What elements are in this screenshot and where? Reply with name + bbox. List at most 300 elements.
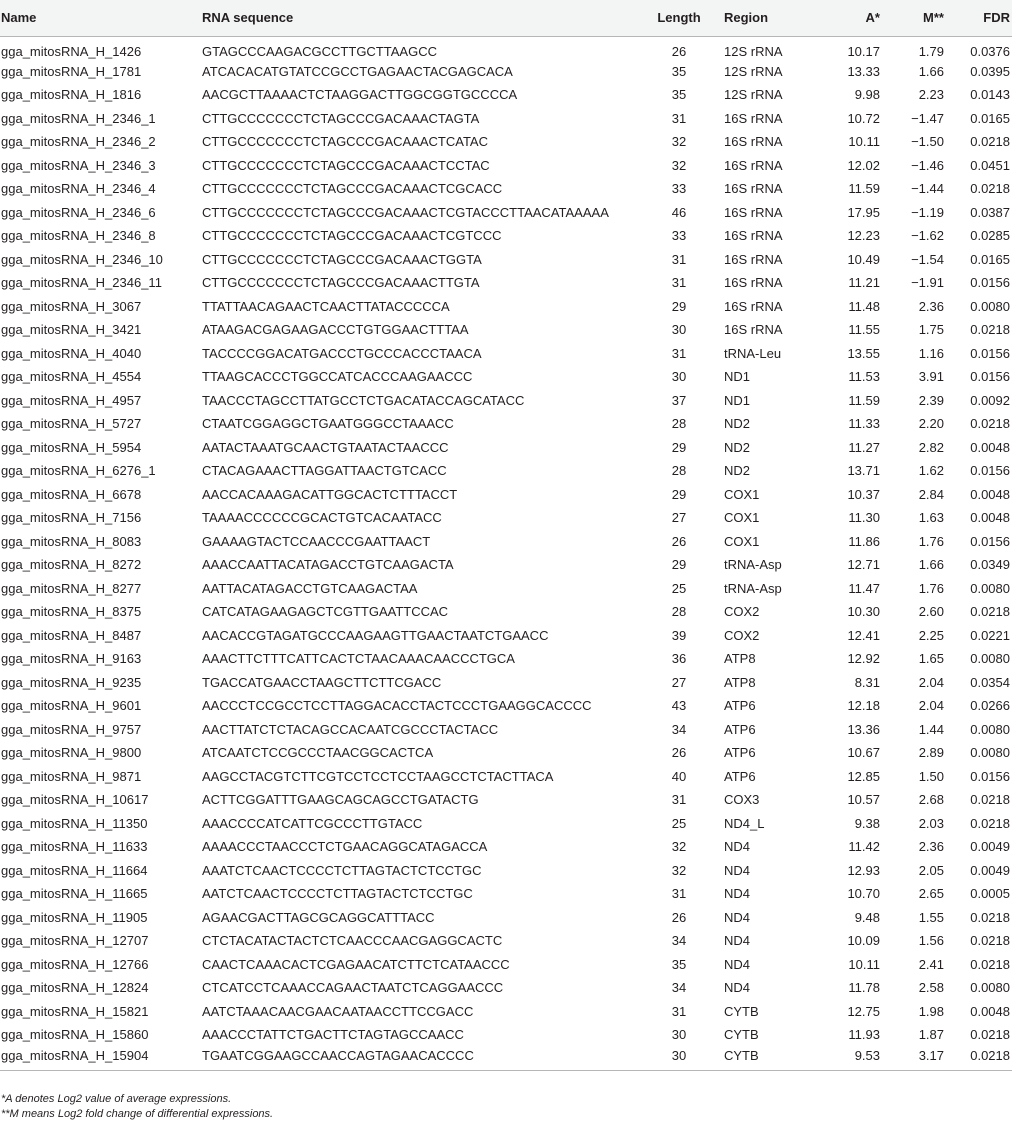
cell-a: 11.78 — [848, 980, 880, 996]
cell-a: 9.53 — [816, 1047, 892, 1071]
table-row — [0, 835, 1012, 859]
cell-rna-sequence: AGAACGACTTAGCGCAGGCATTTACC — [202, 909, 435, 925]
cell-rna-sequence: CTTGCCCCCCCTCTAGCCCGACAAACTCGCACC — [202, 181, 503, 197]
cell-length: 35 — [671, 63, 687, 79]
cell-rna-sequence: AAACTTCTTTCATTCACTCTAACAAACAACCCTGCA — [202, 651, 515, 667]
cell-name: gga_mitosRNA_H_11905 — [1, 909, 148, 925]
cell-a: 12.75 — [847, 1003, 880, 1019]
header-name: Name — [0, 0, 202, 36]
cell-name: gga_mitosRNA_H_9163 — [1, 651, 142, 667]
cell-fdr: 0.0218 — [970, 134, 1010, 150]
cell-region: ATP8 — [724, 651, 756, 667]
cell-length: 31 — [671, 275, 687, 291]
cell-fdr: 0.0218 — [970, 909, 1010, 925]
cell-fdr: 0.0165 — [970, 110, 1010, 126]
cell-m: 1.63 — [918, 510, 944, 526]
cell-rna-sequence: CTACAGAAACTTAGGATTAACTGTCACC — [202, 463, 447, 479]
cell-region: 16S rRNA — [724, 228, 783, 244]
table-row — [0, 1047, 1012, 1071]
table-row — [0, 530, 1012, 554]
table-row — [0, 765, 1012, 789]
cell-region: ND2 — [724, 439, 751, 455]
cell-fdr: 0.0165 — [970, 251, 1010, 267]
cell-rna-sequence: CTTGCCCCCCCTCTAGCCCGACAAACTAGTA — [202, 110, 480, 126]
table-row — [0, 83, 1012, 107]
cell-a: 9.48 — [854, 909, 880, 925]
cell-m: 2.05 — [918, 862, 944, 878]
cell-length: 28 — [671, 416, 687, 432]
cell-m: 1.76 — [918, 533, 944, 549]
cell-a: 10.37 — [847, 486, 880, 502]
cell-length: 29 — [671, 486, 687, 502]
cell-m: 1.44 — [918, 721, 944, 737]
table-row — [0, 929, 1012, 953]
cell-m: 2.36 — [918, 298, 944, 314]
cell-rna-sequence: AACACCGTAGATGCCCAAGAAGTTGAACTAATCTGAACC — [202, 627, 549, 643]
cell-a: 10.11 — [848, 956, 880, 972]
cell-name: gga_mitosRNA_H_2346_6 — [1, 204, 156, 220]
cell-name: gga_mitosRNA_H_8272 — [1, 557, 142, 573]
cell-m: 1.62 — [918, 463, 944, 479]
cell-a: 9.38 — [854, 815, 880, 831]
cell-fdr: 0.0218 — [970, 956, 1010, 972]
cell-rna-sequence: CTTGCCCCCCCTCTAGCCCGACAAACTCATAC — [202, 134, 488, 150]
cell-length: 30 — [634, 1047, 724, 1071]
cell-fdr: 0.0156 — [970, 369, 1010, 385]
cell-fdr: 0.0005 — [970, 886, 1010, 902]
cell-length: 27 — [671, 510, 687, 526]
cell-fdr: 0.0285 — [970, 228, 1010, 244]
cell-rna-sequence: TTATTAACAGAACTCAACTTATACCCCCA — [202, 298, 450, 314]
table-row — [0, 694, 1012, 718]
cell-a: 10.30 — [847, 604, 880, 620]
cell-name: gga_mitosRNA_H_1781 — [1, 63, 142, 79]
header-region: Region — [724, 0, 816, 36]
footnote-a: *A denotes Log2 value of average expressions. — [1, 1093, 232, 1105]
cell-fdr: 0.0218 — [970, 181, 1010, 197]
cell-a: 12.18 — [847, 698, 880, 714]
cell-m: 1.66 — [918, 63, 944, 79]
cell-a: 10.72 — [847, 110, 880, 126]
cell-m: −1.50 — [911, 134, 944, 150]
cell-length: 32 — [671, 862, 687, 878]
cell-fdr: 0.0143 — [970, 87, 1010, 103]
cell-a: 11.42 — [848, 839, 880, 855]
cell-fdr: 0.0349 — [970, 557, 1010, 573]
cell-length: 32 — [671, 134, 687, 150]
cell-region: 12S rRNA — [724, 63, 783, 79]
cell-rna-sequence: ATAAGACGAGAAGACCCTGTGGAACTTTAA — [202, 322, 469, 338]
cell-region: COX1 — [724, 510, 760, 526]
cell-name: gga_mitosRNA_H_2346_10 — [1, 251, 163, 267]
cell-fdr: 0.0092 — [970, 392, 1010, 408]
cell-name: gga_mitosRNA_H_8277 — [1, 580, 142, 596]
cell-a: 10.11 — [848, 134, 880, 150]
cell-a: 11.86 — [848, 533, 880, 549]
cell-rna-sequence: TGACCATGAACCTAAGCTTCTTCGACC — [202, 674, 442, 690]
cell-length: 29 — [671, 439, 687, 455]
cell-name: gga_mitosRNA_H_4554 — [1, 369, 142, 385]
cell-fdr: 0.0080 — [970, 651, 1010, 667]
cell-a: 12.85 — [847, 768, 880, 784]
cell-fdr: 0.0080 — [970, 580, 1010, 596]
table-row — [0, 459, 1012, 483]
cell-name: gga_mitosRNA_H_9601 — [1, 698, 142, 714]
cell-rna-sequence: CATCATAGAAGAGCTCGTTGAATTCCAC — [202, 604, 449, 620]
table-row — [0, 177, 1012, 201]
cell-fdr: 0.0354 — [970, 674, 1010, 690]
cell-fdr: 0.0376 — [970, 43, 1010, 59]
cell-length: 29 — [671, 298, 687, 314]
cell-fdr: 0.0218 — [970, 815, 1010, 831]
cell-rna-sequence: CTTGCCCCCCCTCTAGCCCGACAAACTCGTACCCTTAACATAAAAA — [202, 204, 609, 220]
cell-length: 34 — [671, 980, 687, 996]
cell-name: gga_mitosRNA_H_15821 — [1, 1003, 149, 1019]
cell-m: 1.65 — [918, 651, 944, 667]
cell-m: 2.03 — [918, 815, 944, 831]
table-row — [0, 412, 1012, 436]
cell-name: gga_mitosRNA_H_5954 — [1, 439, 142, 455]
cell-rna-sequence: AAACCCTATTCTGACTTCTAGTAGCCAACC — [202, 1027, 464, 1043]
cell-name: gga_mitosRNA_H_15904 — [0, 1047, 202, 1071]
cell-region: 16S rRNA — [724, 110, 783, 126]
cell-name: gga_mitosRNA_H_10617 — [1, 792, 149, 808]
cell-length: 26 — [671, 43, 687, 59]
cell-m: 1.75 — [918, 322, 944, 338]
cell-fdr: 0.0048 — [970, 510, 1010, 526]
cell-m: 2.60 — [918, 604, 944, 620]
cell-a: 10.67 — [847, 745, 880, 761]
table-row — [0, 859, 1012, 883]
table-row — [0, 624, 1012, 648]
cell-name: gga_mitosRNA_H_8083 — [1, 533, 142, 549]
cell-name: gga_mitosRNA_H_8375 — [1, 604, 142, 620]
cell-rna-sequence: AACCACAAAGACATTGGCACTCTTTACCT — [202, 486, 458, 502]
cell-region: 16S rRNA — [724, 251, 783, 267]
cell-region: 16S rRNA — [724, 275, 783, 291]
cell-fdr: 0.0395 — [970, 63, 1010, 79]
cell-a: 10.70 — [847, 886, 880, 902]
cell-length: 30 — [671, 1027, 687, 1043]
cell-fdr: 0.0049 — [970, 862, 1010, 878]
cell-region: CYTB — [724, 1027, 759, 1043]
table-row — [0, 436, 1012, 460]
cell-name: gga_mitosRNA_H_1426 — [1, 43, 142, 59]
table-row — [0, 671, 1012, 695]
cell-region: COX2 — [724, 627, 760, 643]
cell-region: ND2 — [724, 416, 751, 432]
cell-rna-sequence: AAAACCCTAACCCTCTGAACAGGCATAGACCA — [202, 839, 488, 855]
cell-rna-sequence: AAGCCTACGTCTTCGTCCTCCTCCTAAGCCTCTACTTACA — [202, 768, 554, 784]
cell-region: ATP6 — [724, 721, 756, 737]
cell-length: 30 — [671, 322, 687, 338]
cell-length: 31 — [671, 1003, 687, 1019]
cell-region: ND2 — [724, 463, 751, 479]
cell-name: gga_mitosRNA_H_12707 — [1, 933, 149, 949]
cell-fdr: 0.0218 — [956, 1047, 1012, 1071]
cell-region: COX2 — [724, 604, 760, 620]
cell-name: gga_mitosRNA_H_6276_1 — [1, 463, 156, 479]
cell-a: 11.27 — [848, 439, 880, 455]
cell-m: −1.91 — [911, 275, 944, 291]
cell-region: CYTB — [724, 1003, 759, 1019]
cell-rna-sequence: CTCTACATACTACTCTCAACCCAACGAGGCACTC — [202, 933, 503, 949]
cell-a: 13.33 — [847, 63, 880, 79]
cell-fdr: 0.0049 — [970, 839, 1010, 855]
cell-a: 11.47 — [848, 580, 880, 596]
table-row — [0, 36, 1012, 60]
cell-length: 32 — [671, 839, 687, 855]
cell-name: gga_mitosRNA_H_8487 — [1, 627, 142, 643]
cell-name: gga_mitosRNA_H_4957 — [1, 392, 142, 408]
cell-region: ND4 — [724, 980, 751, 996]
table-row — [0, 154, 1012, 178]
cell-region: CYTB — [724, 1047, 816, 1071]
cell-m: 3.17 — [892, 1047, 956, 1071]
cell-rna-sequence: AATACTAAATGCAACTGTAATACTAACCC — [202, 439, 449, 455]
cell-length: 30 — [671, 369, 687, 385]
cell-a: 12.23 — [847, 228, 880, 244]
cell-fdr: 0.0156 — [970, 275, 1010, 291]
cell-length: 46 — [671, 204, 687, 220]
cell-fdr: 0.0156 — [970, 463, 1010, 479]
cell-name: gga_mitosRNA_H_4040 — [1, 345, 142, 361]
cell-name: gga_mitosRNA_H_3067 — [1, 298, 142, 314]
table-row — [0, 647, 1012, 671]
header-m: M** — [892, 0, 956, 36]
cell-rna-sequence: TAAAACCCCCCGCACTGTCACAATACC — [202, 510, 442, 526]
cell-fdr: 0.0218 — [970, 792, 1010, 808]
table-row — [0, 600, 1012, 624]
table-row — [0, 107, 1012, 131]
cell-a: 11.59 — [848, 181, 880, 197]
cell-length: 39 — [671, 627, 687, 643]
cell-name: gga_mitosRNA_H_12824 — [1, 980, 149, 996]
cell-rna-sequence: AAACCAATTACATAGACCTGTCAAGACTA — [202, 557, 454, 573]
cell-a: 11.53 — [848, 369, 880, 385]
cell-region: 12S rRNA — [724, 43, 783, 59]
cell-m: 2.25 — [918, 627, 944, 643]
cell-rna-sequence: CTTGCCCCCCCTCTAGCCCGACAAACTCCTAC — [202, 157, 490, 173]
cell-fdr: 0.0218 — [970, 322, 1010, 338]
cell-a: 11.33 — [848, 416, 880, 432]
cell-length: 32 — [671, 157, 687, 173]
cell-name: gga_mitosRNA_H_2346_11 — [1, 275, 162, 291]
cell-rna-sequence: GAAAAGTACTCCAACCCGAATTAACT — [202, 533, 431, 549]
cell-length: 28 — [671, 604, 687, 620]
cell-rna-sequence: CTCATCCTCAAACCAGAACTAATCTCAGGAACCC — [202, 980, 504, 996]
table-row — [0, 201, 1012, 225]
cell-length: 37 — [671, 392, 687, 408]
cell-region: tRNA-Asp — [724, 580, 782, 596]
table-row — [0, 788, 1012, 812]
cell-rna-sequence: TGAATCGGAAGCCAACCAGTAGAACACCCC — [202, 1047, 634, 1071]
cell-fdr: 0.0048 — [970, 486, 1010, 502]
header-a: A* — [816, 0, 892, 36]
cell-region: 16S rRNA — [724, 298, 783, 314]
cell-name: gga_mitosRNA_H_2346_4 — [1, 181, 156, 197]
cell-name: gga_mitosRNA_H_7156 — [1, 510, 142, 526]
cell-name: gga_mitosRNA_H_11350 — [1, 815, 148, 831]
table-row — [0, 248, 1012, 272]
cell-length: 31 — [671, 792, 687, 808]
cell-rna-sequence: CTAATCGGAGGCTGAATGGGCCTAAACC — [202, 416, 454, 432]
cell-m: 2.36 — [918, 839, 944, 855]
cell-fdr: 0.0156 — [970, 533, 1010, 549]
cell-length: 28 — [671, 463, 687, 479]
cell-length: 31 — [671, 110, 687, 126]
cell-region: COX3 — [724, 792, 760, 808]
cell-m: 1.56 — [918, 933, 944, 949]
header-fdr: FDR — [956, 0, 1012, 36]
cell-length: 26 — [671, 909, 687, 925]
cell-a: 13.36 — [847, 721, 880, 737]
cell-a: 12.02 — [847, 157, 880, 173]
cell-a: 13.55 — [847, 345, 880, 361]
cell-name: gga_mitosRNA_H_2346_3 — [1, 157, 156, 173]
cell-name: gga_mitosRNA_H_1816 — [1, 87, 142, 103]
cell-fdr: 0.0266 — [970, 698, 1010, 714]
cell-region: ND4 — [724, 933, 751, 949]
cell-rna-sequence: TAACCCTAGCCTTATGCCTCTGACATACCAGCATACC — [202, 392, 525, 408]
cell-m: 2.04 — [918, 674, 944, 690]
cell-length: 34 — [671, 933, 687, 949]
cell-length: 33 — [671, 228, 687, 244]
cell-region: 16S rRNA — [724, 322, 783, 338]
cell-a: 13.71 — [847, 463, 880, 479]
table-row — [0, 389, 1012, 413]
table-row — [0, 906, 1012, 930]
cell-region: ND1 — [724, 369, 751, 385]
cell-region: ATP8 — [724, 674, 756, 690]
table-row — [0, 812, 1012, 836]
cell-rna-sequence: CTTGCCCCCCCTCTAGCCCGACAAACTGGTA — [202, 251, 482, 267]
table-row — [0, 506, 1012, 530]
cell-fdr: 0.0080 — [970, 745, 1010, 761]
table-row — [0, 577, 1012, 601]
cell-fdr: 0.0218 — [970, 416, 1010, 432]
cell-region: 12S rRNA — [724, 87, 783, 103]
cell-a: 12.41 — [847, 627, 880, 643]
cell-name: gga_mitosRNA_H_2346_2 — [1, 134, 156, 150]
header-length: Length — [634, 0, 724, 36]
cell-length: 31 — [671, 251, 687, 267]
cell-rna-sequence: AATCTCAACTCCCCTCTTAGTACTCTCCTGC — [202, 886, 473, 902]
cell-a: 10.17 — [847, 43, 880, 59]
cell-a: 12.92 — [847, 651, 880, 667]
cell-m: 1.16 — [918, 345, 944, 361]
cell-m: −1.44 — [911, 181, 944, 197]
cell-length: 31 — [671, 345, 687, 361]
table-row — [0, 1000, 1012, 1024]
cell-fdr: 0.0048 — [970, 1003, 1010, 1019]
cell-rna-sequence: TTAAGCACCCTGGCCATCACCCAAGAACCC — [202, 369, 473, 385]
cell-length: 29 — [671, 557, 687, 573]
cell-length: 35 — [671, 956, 687, 972]
cell-a: 11.30 — [848, 510, 880, 526]
cell-region: 16S rRNA — [724, 157, 783, 173]
table-row — [0, 718, 1012, 742]
cell-name: gga_mitosRNA_H_11633 — [1, 839, 148, 855]
cell-region: ATP6 — [724, 698, 756, 714]
cell-region: 16S rRNA — [724, 134, 783, 150]
table-row — [0, 130, 1012, 154]
cell-a: 11.59 — [848, 392, 880, 408]
cell-m: 1.98 — [918, 1003, 944, 1019]
cell-length: 25 — [671, 580, 687, 596]
table-row — [0, 318, 1012, 342]
table-row — [0, 60, 1012, 84]
cell-m: 1.50 — [918, 768, 944, 784]
cell-fdr: 0.0156 — [970, 768, 1010, 784]
table-row — [0, 741, 1012, 765]
cell-fdr: 0.0080 — [970, 721, 1010, 737]
cell-region: ND1 — [724, 392, 751, 408]
cell-length: 33 — [671, 181, 687, 197]
cell-length: 34 — [671, 721, 687, 737]
cell-a: 17.95 — [847, 204, 880, 220]
cell-region: 16S rRNA — [724, 181, 783, 197]
cell-region: ND4 — [724, 956, 751, 972]
cell-region: tRNA-Asp — [724, 557, 782, 573]
header-rna-sequence: RNA sequence — [202, 0, 634, 36]
table-row — [0, 1023, 1012, 1047]
cell-name: gga_mitosRNA_H_2346_1 — [1, 110, 156, 126]
cell-rna-sequence: CTTGCCCCCCCTCTAGCCCGACAAACTTGTA — [202, 275, 480, 291]
cell-a: 10.57 — [847, 792, 880, 808]
cell-a: 8.31 — [854, 674, 880, 690]
cell-length: 40 — [671, 768, 687, 784]
cell-m: 2.23 — [918, 87, 944, 103]
table-row — [0, 553, 1012, 577]
table-footnotes — [1, 1092, 273, 1122]
cell-length: 26 — [671, 745, 687, 761]
cell-name: gga_mitosRNA_H_2346_8 — [1, 228, 156, 244]
cell-m: 2.41 — [918, 956, 944, 972]
cell-name: gga_mitosRNA_H_12766 — [1, 956, 149, 972]
cell-rna-sequence: ATCACACATGTATCCGCCTGAGAACTACGAGCACA — [202, 63, 513, 79]
cell-name: gga_mitosRNA_H_11665 — [1, 886, 148, 902]
cell-fdr: 0.0080 — [970, 980, 1010, 996]
cell-rna-sequence: CAACTCAAACACTCGAGAACATCTTCTCATAACCC — [202, 956, 510, 972]
cell-fdr: 0.0218 — [970, 933, 1010, 949]
cell-m: 2.65 — [918, 886, 944, 902]
cell-rna-sequence: AATTACATAGACCTGTCAAGACTAA — [202, 580, 418, 596]
table-body — [0, 36, 1012, 1070]
cell-rna-sequence: CTTGCCCCCCCTCTAGCCCGACAAACTCGTCCC — [202, 228, 502, 244]
footnote-m: **M means Log2 fold change of differential expressions. — [1, 1108, 274, 1120]
table-row — [0, 882, 1012, 906]
cell-a: 11.55 — [848, 322, 880, 338]
cell-name: gga_mitosRNA_H_3421 — [1, 322, 142, 338]
cell-region: 16S rRNA — [724, 204, 783, 220]
cell-a: 12.71 — [847, 557, 880, 573]
cell-m: 1.87 — [918, 1027, 944, 1043]
cell-name: gga_mitosRNA_H_9235 — [1, 674, 142, 690]
cell-m: 3.91 — [918, 369, 944, 385]
cell-region: ATP6 — [724, 768, 756, 784]
cell-rna-sequence: ATCAATCTCCGCCCTAACGGCACTCA — [202, 745, 434, 761]
table-row — [0, 365, 1012, 389]
cell-rna-sequence: GTAGCCCAAGACGCCTTGCTTAAGCC — [202, 43, 437, 59]
cell-m: 2.89 — [918, 745, 944, 761]
cell-m: 2.82 — [918, 439, 944, 455]
cell-m: 1.79 — [918, 43, 944, 59]
cell-rna-sequence: AACGCTTAAAACTCTAAGGACTTGGCGGTGCCCCA — [202, 87, 518, 103]
cell-length: 25 — [671, 815, 687, 831]
table-row — [0, 976, 1012, 1000]
cell-name: gga_mitosRNA_H_9871 — [1, 768, 142, 784]
